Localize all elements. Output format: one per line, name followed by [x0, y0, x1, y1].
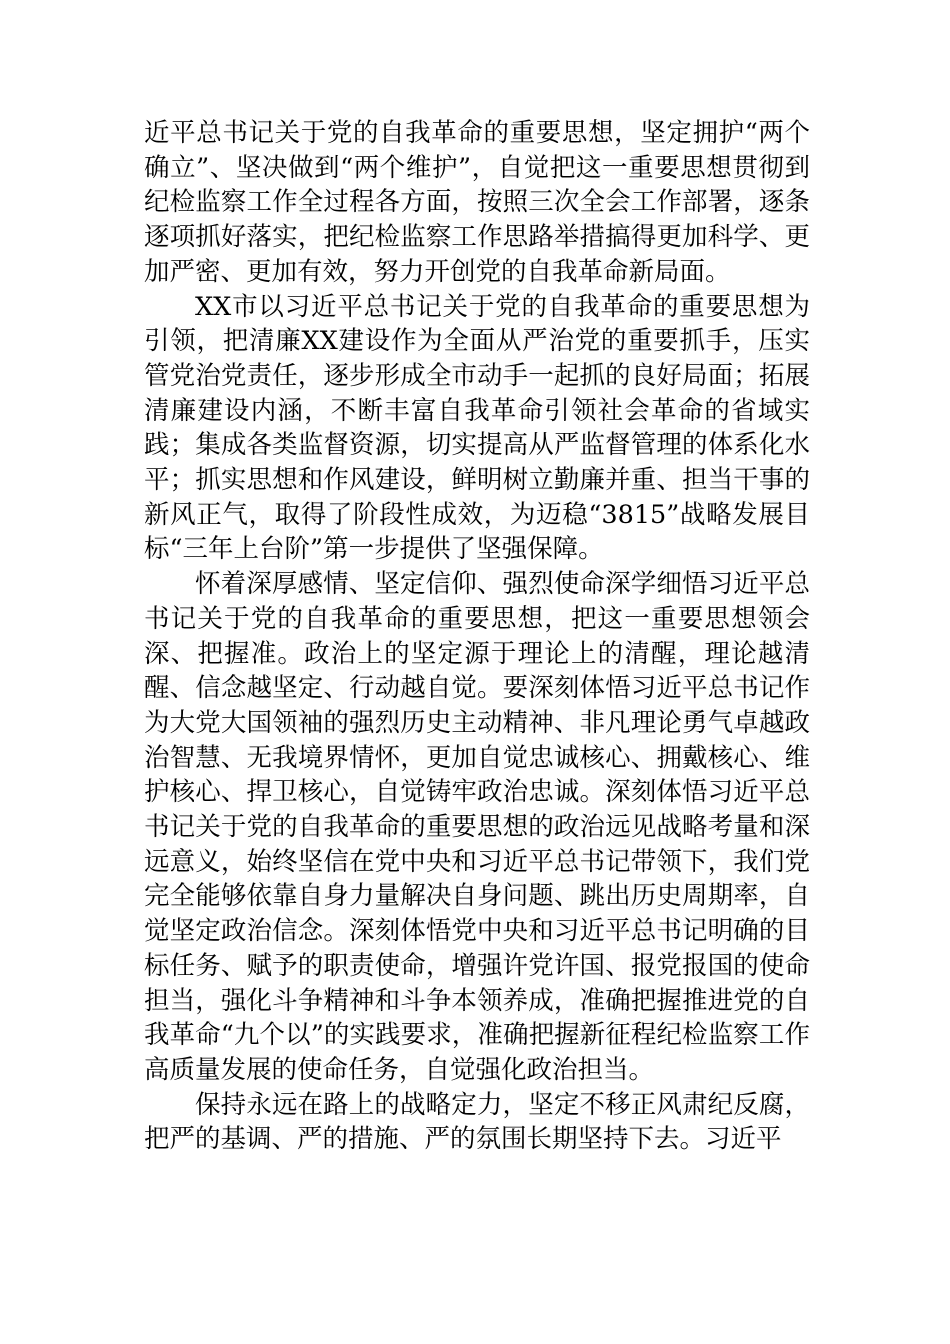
paragraph-1: 近平总书记关于党的自我革命的重要思想，坚定拥护“两个确立”、坚决做到“两个维护”，自觉把这一重要思想贯彻到纪检监察工作全过程各方面，按照三次全会工作部署，逐条逐项抓好落实，把纪检监察工作思路举措搞得更加科学、更加严密、更加有效，努力开创党的自我革命新局面。 — [144, 118, 810, 287]
paragraph-4: 保持永远在路上的战略定力，坚定不移正风肃纪反腐，把严的基调、严的措施、严的氛围长期坚持下去。习近平 — [144, 1089, 810, 1155]
paragraph-3: 怀着深厚感情、坚定信仰、强烈使命深学细悟习近平总书记关于党的自我革命的重要思想，把这一重要思想领会深、把握准。政治上的坚定源于理论上的清醒，理论越清醒、信念越坚定、行动越自觉。要深刻体悟习近平总书记作为大党大国领袖的强烈历史主动精神、非凡理论勇气卓越政治智慧、无我境界情怀，更加自觉忠诚核心、拥戴核心、维护核心、捍卫核心，自觉铸牢政治忠诚。深刻体悟习近平总书记关于党的自我革命的重要思想的政治远见战略考量和深远意义，始终坚信在党中央和习近平总书记带领下，我们党完全能够依靠自身力量解决自身问题、跳出历史周期率，自觉坚定政治信念。深刻体悟党中央和习近平总书记明确的目标任务、赋予的职责使命，增强许党许国、报党报国的使命担当，强化斗争精神和斗争本领养成，准确把握推进党的自我革命“九个以”的实践要求，准确把握新征程纪检监察工作高质量发展的使命任务，自觉强化政治担当。 — [144, 569, 810, 1085]
paragraph-2: XX市以习近平总书记关于党的自我革命的重要思想为引领，把清廉XX建设作为全面从严治党的重要抓手，压实管党治党责任，逐步形成全市动手一起抓的良好局面；拓展清廉建设内涵，不断丰富自我革命引领社会革命的省域实践；集成各类监督资源，切实提高从严监督管理的体系化水平；抓实思想和作风建设，鲜明树立勤廉并重、担当干事的新风正气，取得了阶段性成效，为迈稳“3815”战略发展目标“三年上台阶”第一步提供了坚强保障。 — [144, 291, 810, 565]
document-body — [144, 116, 810, 1157]
